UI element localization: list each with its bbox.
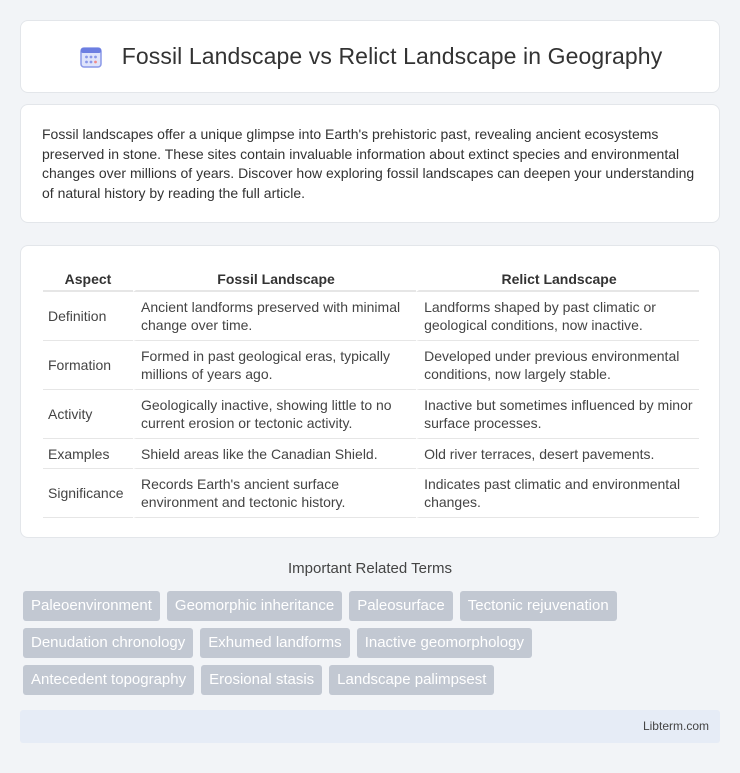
table-row [43,390,699,439]
tag-inactive-geomorphology[interactable]: Inactive geomorphology [357,628,532,658]
aspect-cell: Examples [43,439,133,469]
table-row [43,341,699,390]
relict-cell: Landforms shaped by past climatic or geological conditions, now inactive. [416,292,699,341]
calendar-icon [78,44,104,70]
page-title: Fossil Landscape vs Relict Landscape in Geography [121,43,663,69]
aspect-cell: Significance [43,469,133,518]
tag-paleosurface[interactable]: Paleosurface [349,591,453,621]
footer [20,710,720,743]
intro-card [20,104,720,223]
tag-tectonic-rejuvenation[interactable]: Tectonic rejuvenation [460,591,617,621]
tag-exhumed-landforms[interactable]: Exhumed landforms [200,628,349,658]
title-wrap [78,43,663,70]
tag-row [23,628,723,658]
tag-geomorphic-inheritance[interactable]: Geomorphic inheritance [167,591,342,621]
tag-row [23,665,723,695]
comparison-table [43,266,699,518]
aspect-cell: Formation [43,341,133,390]
header-aspect: Aspect [43,266,133,292]
comparison-card [20,245,720,538]
fossil-cell: Shield areas like the Canadian Shield. [133,439,416,469]
fossil-cell: Records Earth's ancient surface environment and tectonic history. [133,469,416,518]
table-header-row [43,266,699,292]
tag-erosional-stasis[interactable]: Erosional stasis [201,665,322,695]
related-terms [23,591,723,702]
table-row [43,439,699,469]
fossil-cell: Geologically inactive, showing little to no current erosion or tectonic activity. [133,390,416,439]
title-card [20,20,720,93]
tag-row [23,591,723,621]
tag-antecedent-topography[interactable]: Antecedent topography [23,665,194,695]
header-fossil: Fossil Landscape [133,266,416,292]
footer-brand-link[interactable]: Libterm.com [642,719,709,733]
tag-landscape-palimpsest[interactable]: Landscape palimpsest [329,665,494,695]
aspect-cell: Definition [43,292,133,341]
relict-cell: Old river terraces, desert pavements. [416,439,699,469]
intro-text: Fossil landscapes offer a unique glimpse into Earth's prehistoric past, revealing ancient ecosystems preserved in stone. These sites contain invaluable information about extinct species and environmental changes over millions of years. Discover how exploring fossil landscapes can deepen your understanding of natural history by reading the full article. [42,126,695,201]
table-row [43,469,699,518]
related-terms-title: Important Related Terms [288,560,452,577]
table-row [43,292,699,341]
relict-cell: Developed under previous environmental conditions, now largely stable. [416,341,699,390]
header-relict: Relict Landscape [416,266,699,292]
relict-cell: Indicates past climatic and environmental changes. [416,469,699,518]
tag-paleoenvironment[interactable]: Paleoenvironment [23,591,160,621]
fossil-cell: Formed in past geological eras, typically millions of years ago. [133,341,416,390]
aspect-cell: Activity [43,390,133,439]
tag-denudation-chronology[interactable]: Denudation chronology [23,628,193,658]
relict-cell: Inactive but sometimes influenced by minor surface processes. [416,390,699,439]
fossil-cell: Ancient landforms preserved with minimal change over time. [133,292,416,341]
